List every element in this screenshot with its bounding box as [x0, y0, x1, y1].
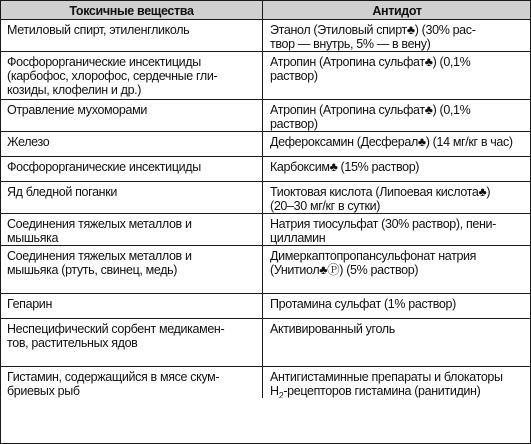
toxin-cell: Фосфорорганические инсектициды	[1, 157, 263, 181]
table-row	[1, 213, 530, 245]
antidote-cell: Дефероксамин (Десферал♣) (14 мг/кг в час)	[270, 135, 513, 149]
table-row	[1, 131, 530, 156]
toxin-cell: Железо	[1, 132, 263, 156]
antidote-cell: Атропин (Атропина сульфат♣) (0,1% раствор)	[270, 55, 471, 83]
antidote-cell: Натрия тиосульфат (30% раствор), пени- цилламин	[270, 217, 496, 245]
toxin-cell: Соединения тяжелых металлов и мышьяка	[1, 214, 263, 245]
antidote-text: -рецепторов гистамина (ранитидин)	[283, 384, 481, 398]
table-row	[1, 181, 530, 213]
table-row	[1, 156, 530, 181]
table-row	[1, 293, 530, 318]
toxin-cell: Гистамин, содержащийся в мясе скум- бриевых рыб	[1, 367, 263, 398]
subscript: 2	[278, 390, 284, 398]
toxin-cell: Отравление мухоморами	[1, 100, 263, 131]
antidote-cell	[263, 367, 530, 398]
table-header	[1, 1, 530, 19]
antidote-cell: Атропин (Атропина сульфат♣) (0,1% раствор)	[270, 103, 471, 131]
antidote-cell: Протамина сульфат (1% раствор)	[270, 297, 456, 311]
header-antidote: Антидот	[372, 4, 422, 18]
table-row	[1, 366, 530, 398]
table-row	[1, 99, 530, 131]
toxin-cell: Гепарин	[1, 294, 263, 318]
antidote-cell: Тиоктовая кислота (Липоевая кислота♣) (20–30 мг/кг в сутки)	[270, 185, 491, 213]
table-row	[1, 51, 530, 99]
antidote-cell: Активированный уголь	[270, 322, 395, 336]
toxin-cell: Фосфорорганические инсектициды (карбофос, хлорофос, сердечные гли- козиды, клофелин и др.)	[1, 52, 263, 99]
header-toxins: Токсичные вещества	[1, 1, 263, 19]
table-row	[1, 318, 530, 366]
table-row	[1, 19, 530, 51]
antidote-text: Антигистаминные препараты и блокаторы H	[270, 370, 503, 398]
antidote-cell: Этанол (Этиловый спирт♣) (30% рас- твор — внутрь, 5% — в вену)	[270, 23, 476, 51]
table-row	[1, 245, 530, 293]
antidote-cell: Карбоксим♣ (15% раствор)	[270, 160, 420, 174]
antidote-cell: Димеркаптопропансульфонат натрия (Унитиол♣Ⓟ) (5% раствор)	[270, 249, 477, 277]
toxin-cell: Неспецифический сорбент медикамен- тов, растительных ядов	[1, 319, 263, 366]
toxin-cell: Соединения тяжелых металлов и мышьяка (ртуть, свинец, медь)	[1, 246, 263, 293]
toxin-cell: Яд бледной поганки	[1, 182, 263, 213]
toxin-cell: Метиловый спирт, этиленгликоль	[1, 20, 263, 51]
